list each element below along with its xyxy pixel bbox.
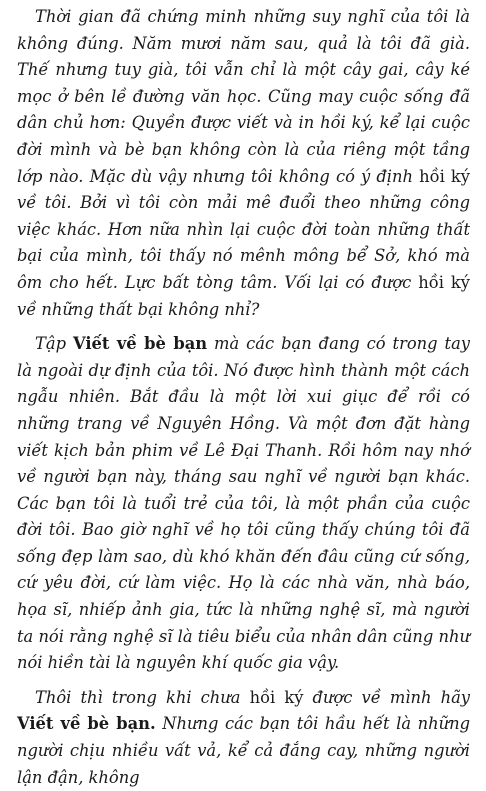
text-segment: mà các bạn đang có trong tay là ngoài dự định của tôi. Nó được hình thành một cách ngẫu nhiên. Bắt đầu là một lời xui giục để rồi có những trang về Nguyên Hồng. Và một đơn đặt hàng viết kịch bản phim về Lê Đại Thanh. Rồi hôm nay nhớ về người bạn này, tháng sau nghĩ về người bạn khác. Các bạn tôi là tuổi trẻ của tôi, là một phần của cuộc đời tôi. Bao giờ nghĩ về họ tôi cũng thấy chúng tôi đã sống đẹp làm sao, dù khó khăn đến đâu cũng cứ sống, cứ yêu đời, cứ làm việc. Họ là các nhà văn, nhà báo, họa sĩ, nhiếp ảnh gia, tức là những nghệ sĩ, mà người ta nói rằng nghệ sĩ là tiêu biểu của nhân dân cũng như nói hiền tài là nguyên khí quốc gia vậy. — [17, 334, 471, 673]
book-title-bold: Viết về bè bạn — [72, 334, 208, 354]
text-segment: Nhưng các bạn tôi hầu hết là những người chịu nhiều vất vả, kể cả đắng cay, những người lận đận, không — [17, 714, 470, 787]
paragraph-3 — [17, 685, 470, 791]
text-segment-upright: hồi ký — [418, 272, 470, 292]
text-segment: Tập — [35, 334, 73, 354]
text-segment: Thời gian đã chứng minh những suy nghĩ của tôi là không đúng. Năm mươi năm sau, quả là tôi đã già. Thế nhưng tuy già, tôi vẫn chỉ là một cây gai, cây ké mọc ở bên lề đường văn học. Cũng may cuộc sống đã dân chủ hơn: Quyền được viết và in hồi ký, kể lại cuộc đời mình và bè bạn không còn là của riêng một tầng lớp nào. Mặc dù vậy nhưng tôi không có ý định — [17, 7, 470, 186]
text-segment: về những thất bại không nhỉ? — [17, 299, 260, 319]
paragraph-1 — [17, 4, 470, 323]
book-title-bold: Viết về bè bạn. — [17, 714, 156, 734]
text-segment-upright: hồi ký — [249, 687, 304, 707]
text-segment: được về mình hãy — [303, 687, 470, 707]
text-segment: về tôi. Bởi vì tôi còn mải mê đuổi theo những công việc khác. Hơn nữa nhìn lại cuộc đời toàn những thất bại của mình, tôi thấy nó mênh mông bể Sở, khó mà ôm cho hết. Lực bất tòng tâm. Vối lại có được — [17, 193, 470, 292]
text-segment-upright: hồi ký — [419, 166, 470, 186]
text-segment: Thôi thì trong khi chưa — [35, 687, 250, 707]
paragraph-2 — [17, 331, 470, 677]
